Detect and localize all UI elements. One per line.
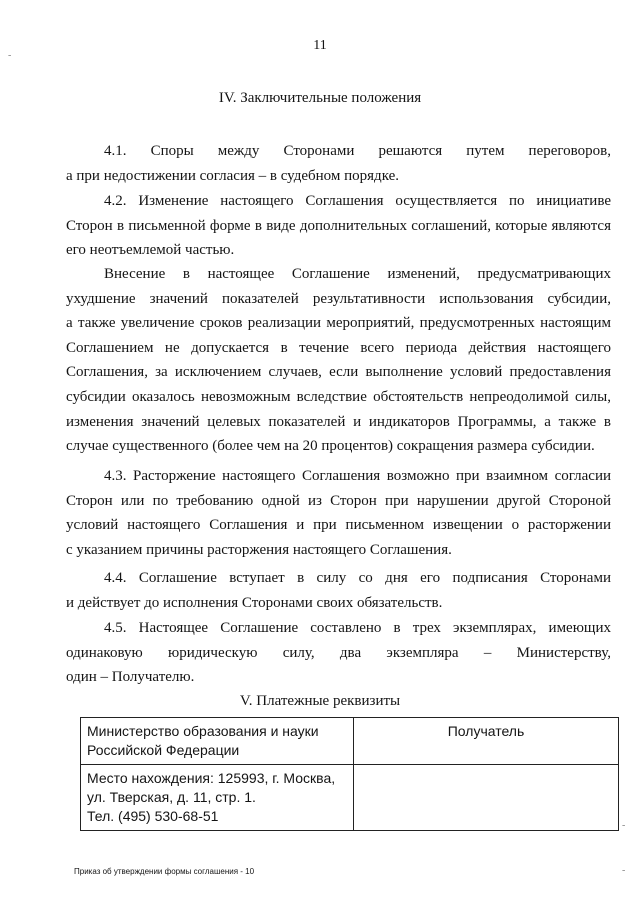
recipient-address-cell xyxy=(354,765,619,831)
text-line: одинаковую юридическую силу, два экземпляра – Министерству, xyxy=(66,644,611,661)
paragraph-4-2-amendments xyxy=(66,262,611,459)
scan-mark: - xyxy=(8,50,12,61)
text-line: 4.1. Споры между Сторонами решаются путем переговоров, xyxy=(104,143,611,159)
text-line: один – Получателю. xyxy=(66,669,195,686)
ministry-header-cell xyxy=(81,718,354,765)
section-4-heading: IV. Заключительные положения xyxy=(218,90,422,106)
text-line: а также увеличение сроков реализации мероприятий, предусмотренных настоящим xyxy=(66,315,611,332)
recipient-header-cell: Получатель xyxy=(354,718,619,765)
scan-mark: - xyxy=(622,820,626,831)
text-line: Сторон в письменной форме в виде дополнительных соглашений, которые являются xyxy=(66,217,611,234)
text-line: и действует до исполнения Сторонами своих обязательств. xyxy=(66,594,443,611)
text-line: 4.3. Расторжение настоящего Соглашения возможно при взаимном согласии xyxy=(104,468,611,484)
paragraph-4-1 xyxy=(66,139,611,188)
paragraph-4-5 xyxy=(66,616,611,690)
scan-mark: - xyxy=(622,865,626,876)
page-number: 11 xyxy=(313,38,327,53)
table-row xyxy=(81,765,619,831)
address-line: ул. Тверская, д. 11, стр. 1. xyxy=(87,789,256,805)
text-line: Сторон или по требованию одной из Сторон при нарушении другой Стороной xyxy=(66,492,611,509)
text-line: Соглашения, за исключением случаев, если выполнение условий предоставления xyxy=(66,364,611,381)
paragraph-4-2 xyxy=(66,189,611,263)
payment-details-table xyxy=(80,717,619,831)
address-line: Место нахождения: 125993, г. Москва, xyxy=(87,770,336,786)
text-line: субсидии оказалось невозможным вследствие обстоятельств непреодолимой силы, xyxy=(66,388,611,405)
text-line: Внесение в настоящее Соглашение изменений, предусматривающих xyxy=(104,266,611,282)
ministry-name-line: Министерство образования и науки xyxy=(87,723,319,739)
text-line: Соглашением не допускается в течение всего периода действия настоящего xyxy=(66,339,611,356)
text-line: условий настоящего Соглашения и при письменном извещении о расторжении xyxy=(66,517,611,534)
text-line: а при недостижении согласия – в судебном порядке. xyxy=(66,167,400,184)
text-line: его неотъемлемой частью. xyxy=(66,242,235,259)
page-footer: Приказ об утверждении формы соглашения - 10 xyxy=(74,867,255,876)
table-row xyxy=(81,718,619,765)
text-line: 4.4. Соглашение вступает в силу со дня его подписания Сторонами xyxy=(104,570,611,586)
text-line: ухудшение значений показателей результативности использования субсидии, xyxy=(66,290,611,307)
section-5-heading: V. Платежные реквизиты xyxy=(239,693,401,709)
text-line: случае существенного (более чем на 20 процентов) сокращения размера субсидии. xyxy=(66,438,595,455)
text-line: 4.5. Настоящее Соглашение составлено в трех экземплярах, имеющих xyxy=(104,620,611,636)
text-line: 4.2. Изменение настоящего Соглашения осуществляется по инициативе xyxy=(104,193,611,209)
text-line: с указанием причины расторжения настоящего Соглашения. xyxy=(66,541,452,558)
ministry-name-line: Российской Федерации xyxy=(87,742,240,758)
paragraph-4-3 xyxy=(66,464,611,562)
text-line: изменения значений целевых показателей и индикаторов Программы, а также в xyxy=(66,413,611,430)
ministry-address-cell xyxy=(81,765,354,831)
paragraph-4-4 xyxy=(66,566,611,615)
address-line: Тел. (495) 530-68-51 xyxy=(87,808,219,824)
